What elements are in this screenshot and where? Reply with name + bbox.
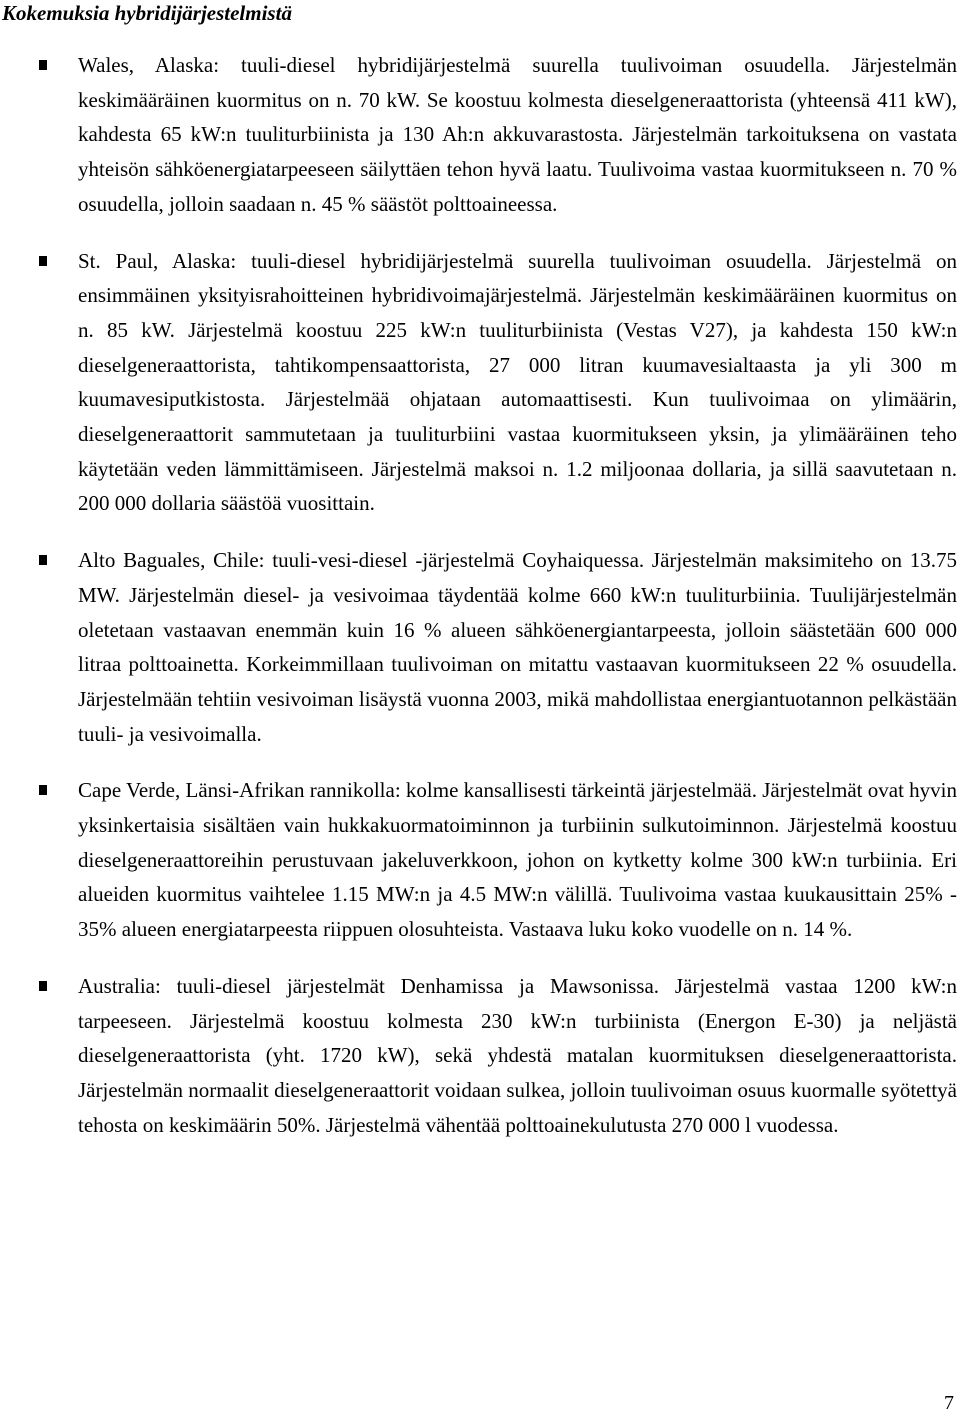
square-bullet-icon [39,785,47,795]
square-bullet-icon [39,60,47,70]
list-item-text: St. Paul, Alaska: tuuli-diesel hybridijärjestelmä suurella tuulivoiman osuudella. Järjestelmä on ensimmäinen yksityisrahoitteinen hybridivoimajärjestelmä. Järjestelmän keskimääräinen kuormitus on n. 85 kW. Järjestelmä koostuu 225 kW:n tuuliturbiinista (Vestas V27), ja kahdesta 150 kW:n dieselgeneraattorista, tahtikompensaattorista, 27 000 litran kuumavesialtaasta ja yli 300 m kuumavesiputkistosta. Järjestelmää ohjataan automaattisesti. Kun tuulivoimaa on ylimäärin, dieselgeneraattorit sammutetaan ja tuuliturbiini vastaa kuormitukseen yksin, ja ylimääräinen teho käytetään veden lämmittämiseen. Järjestelmä maksoi n. 1.2 miljoonaa dollaria, ja sillä saavutetaan n. 200 000 dollaria säästöä vuosittain. [78,248,957,516]
list-item-wales [0,48,960,222]
list-item-st-paul [0,244,960,522]
list-item-alto-baguales [0,543,960,751]
list-item-text: Wales, Alaska: tuuli-diesel hybridijärjestelmä suurella tuulivoiman osuudella. Järjestelmän keskimääräinen kuormitus on n. 70 kW. Se koostuu kolmesta dieselgeneraattorista (yhteensä 411 kW), kahdesta 65 kW:n tuuliturbiinista ja 130 Ah:n akkuvarastosta. Järjestelmän tarkoituksena on vastata yhteisön sähköenergiatarpeeseen säilyttäen tehon hyvä laatu. Tuulivoima vastaa kuormitukseen n. 70 % osuudella, jolloin saadaan n. 45 % säästöt polttoaineessa. [78,53,957,216]
square-bullet-icon [39,981,47,991]
page-number: 7 [944,1392,954,1414]
examples-list [0,48,960,1164]
square-bullet-icon [39,555,47,565]
list-item-text: Alto Baguales, Chile: tuuli-vesi-diesel -järjestelmä Coyhaiquessa. Järjestelmän maksimiteho on 13.75 MW. Järjestelmän diesel- ja vesivoimaa täydentää kolme 660 kW:n tuuliturbiinia. Tuulijärjestelmän oletetaan vastaavan enemmän kuin 16 % alueen sähköenergiantarpeesta, jolloin säästetään 600 000 litraa polttoainetta. Korkeimmillaan tuulivoiman on mitattu vastaavan kuormitukseen 22 % osuudella. Järjestelmään tehtiin vesivoiman lisäystä vuonna 2003, mikä mahdollistaa energiantuotannon pelkästään tuuli- ja vesivoimalla. [78,548,957,746]
list-item-text: Australia: tuuli-diesel järjestelmät Denhamissa ja Mawsonissa. Järjestelmä vastaa 1200 kW:n tarpeeseen. Järjestelmä koostuu kolmesta 230 kW:n turbiinista (Energon E-30) ja neljästä dieselgeneraattorista (yht. 1720 kW), sekä yhdestä matalan kuormituksen dieselgeneraattorista. Järjestelmän normaalit dieselgeneraattorit voidaan sulkea, jolloin tuulivoiman osuus kuormalle syötettyä tehosta on keskimäärin 50%. Järjestelmä vähentää polttoainekulutusta 270 000 l vuodessa. [78,973,957,1137]
page-heading: Kokemuksia hybridijärjestelmistä [2,1,292,25]
list-item-australia [0,969,960,1143]
square-bullet-icon [39,256,47,266]
list-item-text: Cape Verde, Länsi-Afrikan rannikolla: kolme kansallisesti tärkeintä järjestelmää. Järjestelmät ovat hyvin yksinkertaisia sisältäen vain hukkakuormatoiminnon ja turbiinin sulkutoiminnon. Järjestelmä koostuu dieselgeneraattoreihin perustuvaan jakeluverkkoon, johon on kytketty kolme 300 kW:n turbiinia. Eri alueiden kuormitus vaihtelee 1.15 MW:n ja 4.5 MW:n välillä. Tuulivoima vastaa kuukausittain 25% - 35% alueen energiatarpeesta riippuen olosuhteista. Vastaava luku koko vuodelle on n. 14 %. [78,778,957,942]
list-item-cape-verde [0,773,960,947]
